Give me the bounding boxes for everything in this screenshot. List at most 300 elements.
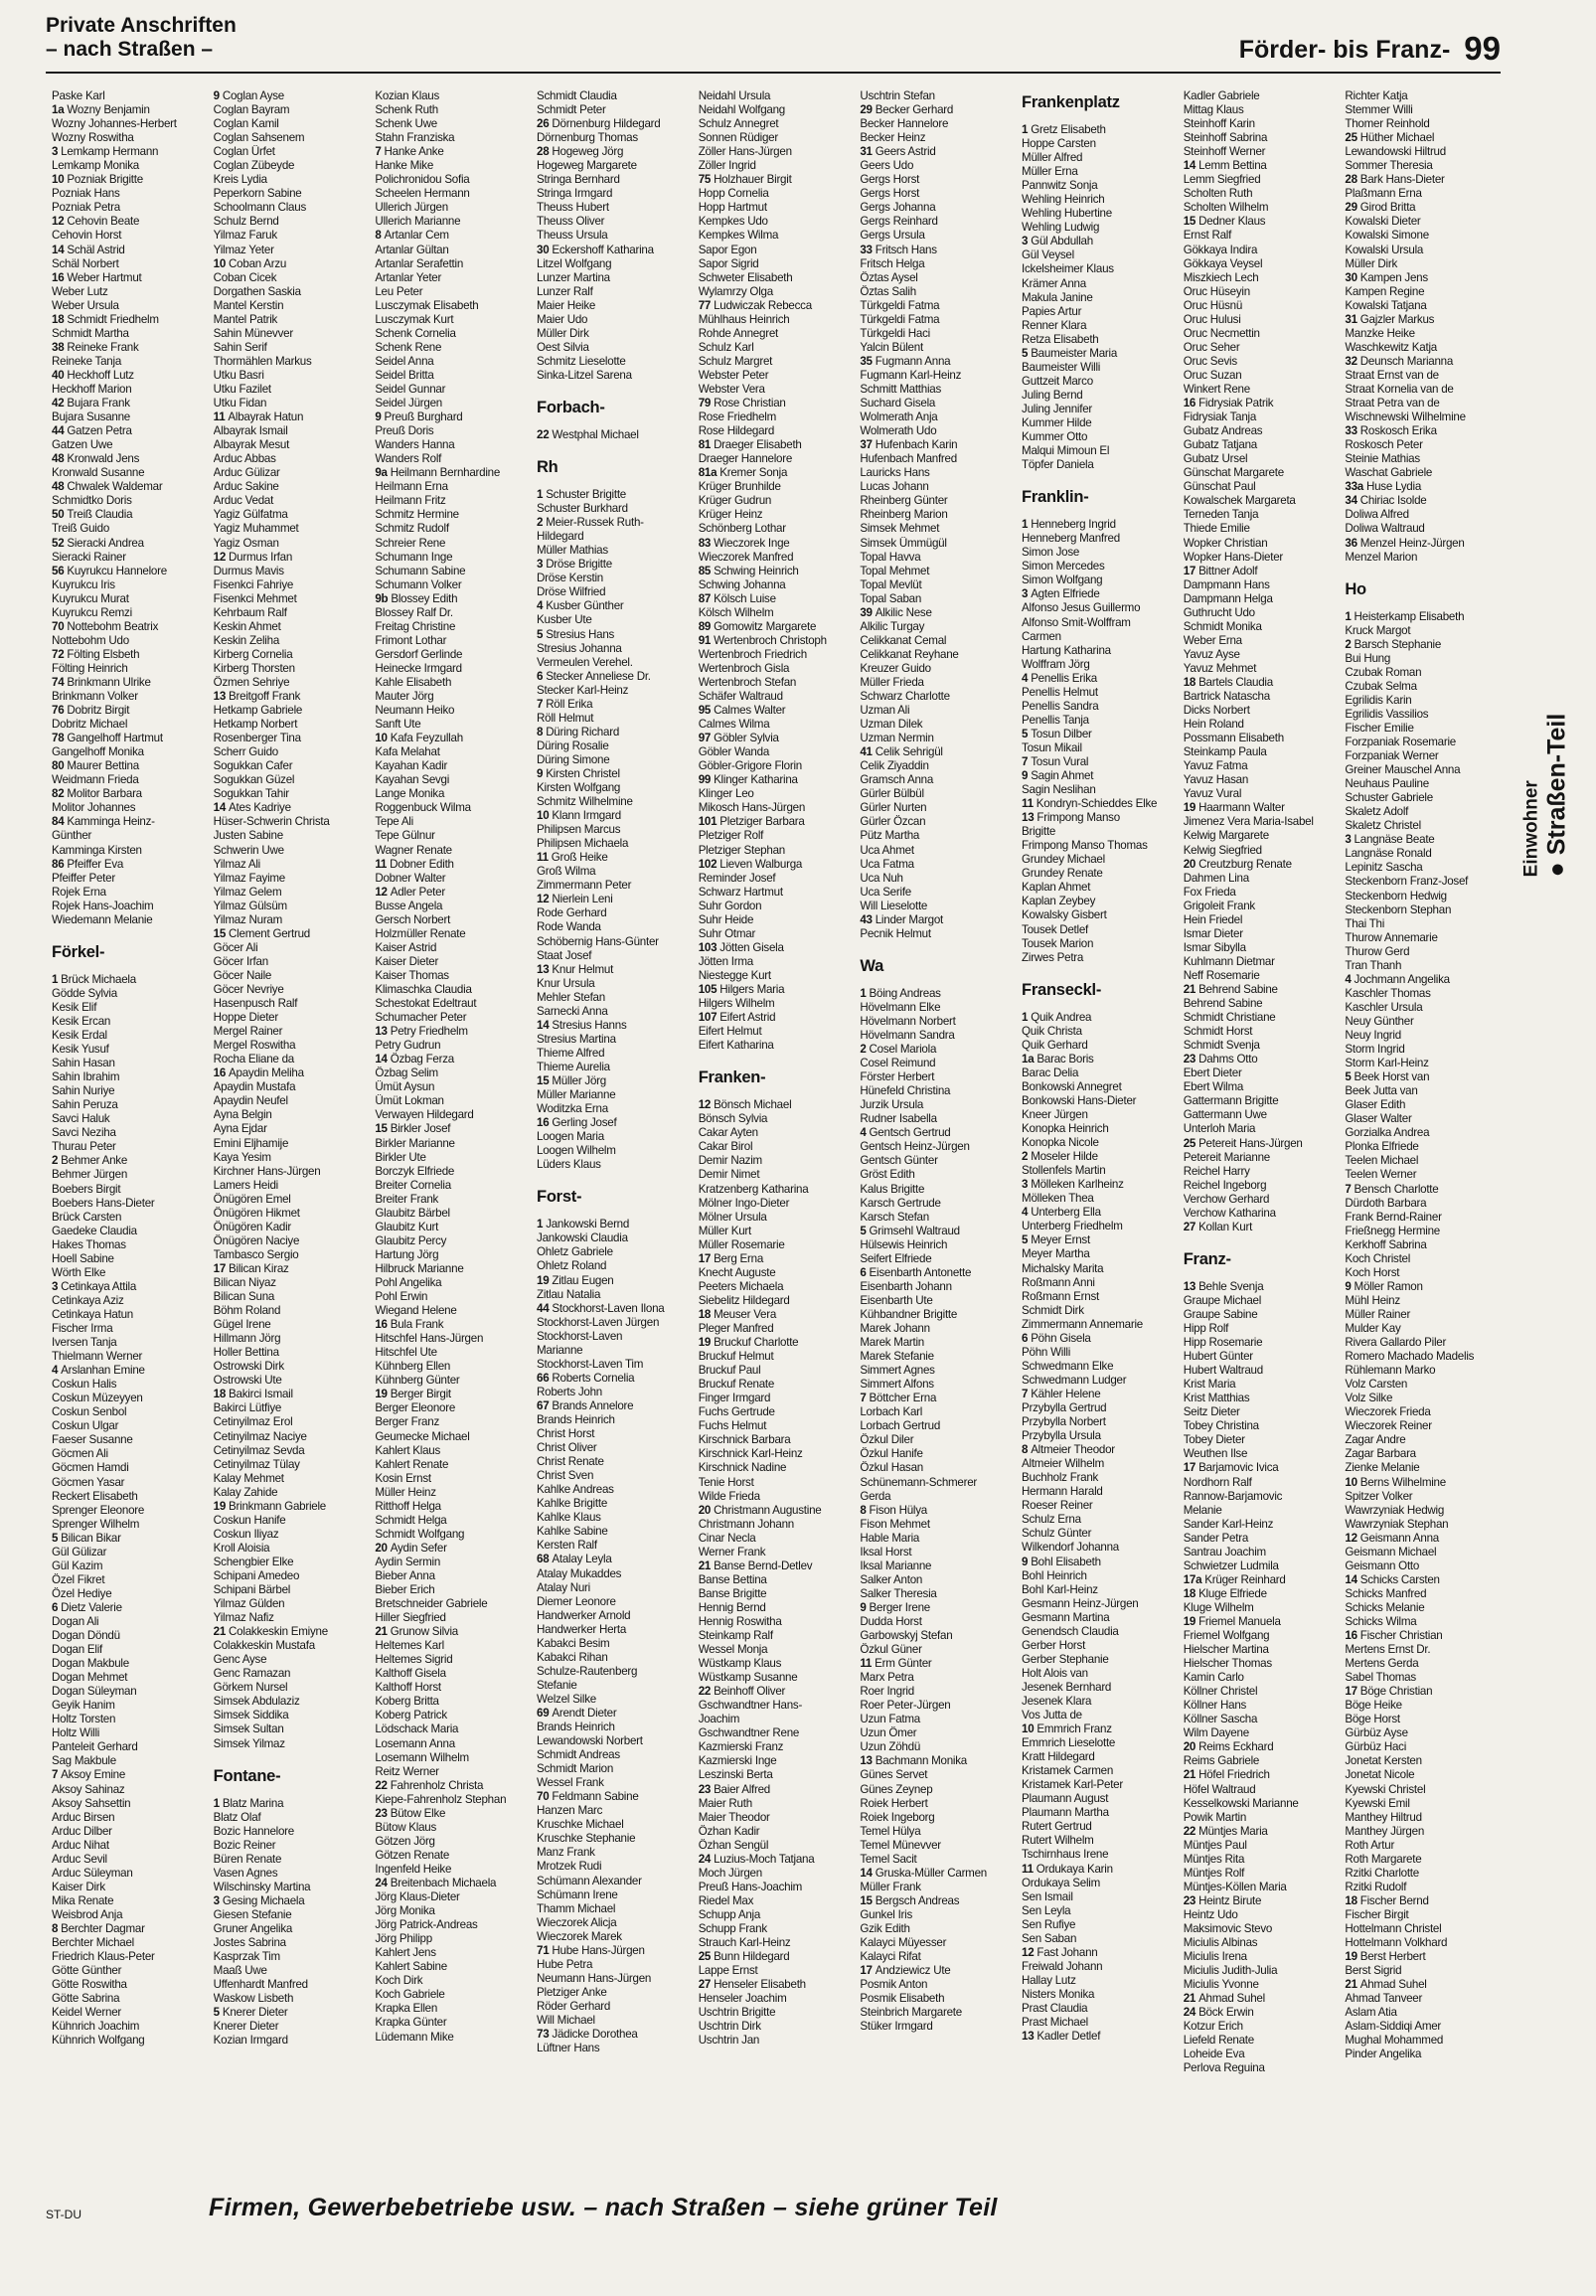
resident-entry [699, 620, 849, 634]
resident-name: Heilmann Erna [375, 480, 448, 494]
resident-name: Niestegge Kurt [698, 968, 771, 982]
resident-name: Durmus Mavis [213, 564, 284, 577]
resident-entry [537, 795, 687, 809]
house-number: 23 [375, 1806, 391, 1820]
resident-entry [1184, 480, 1334, 494]
resident-name: Tepe Gülnur [375, 829, 435, 843]
resident-entry [537, 977, 687, 991]
resident-entry [699, 844, 849, 858]
resident-name: Volz Carsten [1345, 1378, 1408, 1392]
resident-entry [537, 1875, 687, 1888]
resident-entry [860, 159, 1010, 173]
resident-name: Kahlert Sabine [375, 1960, 447, 1974]
resident-entry [699, 1783, 849, 1797]
resident-entry [214, 1262, 364, 1276]
resident-entry [1184, 494, 1334, 508]
resident-name: Uzman Dilek [860, 718, 923, 732]
resident-entry [375, 718, 525, 732]
resident-entry [537, 1274, 687, 1288]
resident-name: Schmidtko Doris [52, 494, 132, 508]
house-number: 21 [1183, 1992, 1199, 2006]
resident-name: Kruschke Michael [537, 1818, 624, 1832]
resident-name: Savci Haluk [52, 1112, 110, 1126]
resident-name: Röll Erika [546, 697, 593, 711]
resident-entry [1022, 1360, 1172, 1374]
resident-name: Gerling Josef [552, 1116, 617, 1130]
resident-name: Mantel Patrik [213, 312, 278, 326]
resident-entry [375, 648, 525, 662]
resident-entry [860, 1084, 1010, 1098]
resident-entry [860, 620, 1010, 634]
resident-entry [375, 1611, 525, 1625]
resident-name: Böge Horst [1345, 1713, 1400, 1726]
resident-entry [860, 1211, 1010, 1225]
resident-name: Coban Arzu [229, 256, 287, 270]
resident-name: Plonka Elfriede [1345, 1140, 1419, 1154]
house-number: 20 [1183, 857, 1199, 871]
resident-name: Müller Frieda [860, 675, 924, 689]
resident-entry [52, 578, 202, 592]
street-heading: Franken- [698, 1068, 766, 1087]
resident-name: Romero Machado Madelis [1345, 1350, 1475, 1364]
resident-name: Celikkanat Reyhane [860, 647, 959, 661]
resident-entry [1184, 676, 1334, 690]
resident-entry [860, 1587, 1010, 1601]
resident-name: Gül Abdullah [1031, 235, 1093, 248]
resident-entry [214, 1722, 364, 1736]
resident-name: Müntjes Rolf [1183, 1866, 1245, 1880]
resident-name: Borczyk Elfriede [375, 1164, 455, 1178]
resident-entry [1022, 1290, 1172, 1304]
resident-entry [52, 201, 202, 215]
resident-name: Bruckuf Renate [698, 1378, 775, 1392]
resident-name: Rivera Gallardo Piler [1345, 1336, 1447, 1350]
resident-name: Lucas Johann [860, 480, 929, 494]
resident-entry [52, 1936, 202, 1950]
resident-entry [537, 599, 687, 613]
resident-name: Celik Sehrigül [875, 745, 943, 759]
resident-name: Oruc Necmettin [1183, 326, 1260, 340]
resident-name: Manthey Jürgen [1345, 1824, 1425, 1838]
resident-name: Lange Monika [375, 787, 445, 801]
resident-name: Özkul Hanife [860, 1447, 923, 1461]
house-number: 15 [375, 1122, 391, 1136]
resident-entry [699, 1685, 849, 1699]
resident-name: Glaubitz Kurt [375, 1220, 439, 1233]
resident-name: Uzun Ömer [860, 1726, 917, 1740]
resident-entry [1184, 1308, 1334, 1322]
street-heading: Forst- [537, 1188, 582, 1207]
resident-entry [860, 1029, 1010, 1043]
resident-name: Wozny Roswitha [52, 131, 134, 145]
resident-entry [699, 1629, 849, 1643]
resident-name: Roth Margarete [1345, 1852, 1422, 1866]
resident-name: Hanke Mike [375, 159, 434, 173]
resident-entry [1022, 755, 1172, 769]
resident-entry [52, 1726, 202, 1740]
resident-entry [699, 606, 849, 620]
resident-entry [52, 718, 202, 732]
resident-name: Gubatz Andreas [1183, 424, 1263, 438]
resident-entry [1022, 2016, 1172, 2030]
resident-entry [375, 285, 525, 299]
house-number: 103 [698, 940, 720, 954]
resident-entry [1184, 1294, 1334, 1308]
side-tab [1503, 616, 1590, 974]
resident-name: Berg Erna [714, 1251, 764, 1265]
resident-entry [699, 355, 849, 369]
resident-entry [375, 1863, 525, 1877]
resident-entry [52, 522, 202, 536]
house-number: 5 [1022, 1233, 1032, 1247]
resident-name: Kirschnick Barbara [698, 1433, 791, 1447]
resident-entry [1022, 908, 1172, 922]
house-number: 4 [860, 1126, 870, 1140]
resident-name: Agten Elfriede [1031, 587, 1100, 601]
resident-entry [52, 913, 202, 927]
resident-name: Blatz Olaf [213, 1810, 261, 1824]
resident-entry [214, 815, 364, 829]
resident-name: Plaßmann Erna [1345, 187, 1422, 201]
resident-entry [214, 662, 364, 676]
resident-name: Loogen Maria [537, 1130, 604, 1144]
resident-entry [1184, 1657, 1334, 1671]
resident-name: Breiter Frank [375, 1192, 439, 1206]
resident-entry [375, 313, 525, 327]
resident-name: Schulze-Rautenberg [537, 1664, 638, 1678]
resident-entry [1345, 1419, 1495, 1433]
resident-name: Siebelitz Hildegard [698, 1293, 790, 1307]
resident-name: Neff Rosemarie [1183, 968, 1260, 982]
resident-name: Dampmann Helga [1183, 591, 1273, 605]
resident-entry [1345, 1378, 1495, 1392]
resident-entry [1022, 1262, 1172, 1276]
resident-name: Kühnrich Wolfgang [52, 2034, 145, 2048]
house-number: 5 [213, 2006, 223, 2020]
resident-entry [214, 1569, 364, 1583]
resident-name: Koberg Britta [375, 1695, 439, 1709]
resident-name: Emmrich Franz [1037, 1722, 1112, 1736]
resident-name: Schmitz Rudolf [375, 522, 449, 536]
resident-name: Lüftner Hans [537, 2042, 600, 2055]
resident-name: Preuß Burghard [384, 410, 463, 424]
resident-entry [699, 1671, 849, 1685]
resident-name: Weber Hartmut [67, 270, 142, 284]
resident-entry [537, 1832, 687, 1846]
resident-name: Becker Heinz [860, 131, 926, 145]
house-number: 19 [537, 1273, 553, 1287]
resident-entry [1184, 1419, 1334, 1433]
resident-entry [214, 1853, 364, 1867]
resident-entry [1345, 424, 1495, 438]
resident-name: Zirwes Petra [1022, 950, 1084, 964]
resident-entry [214, 578, 364, 592]
resident-name: Kummer Hilde [1022, 415, 1092, 429]
resident-name: Losemann Anna [375, 1736, 455, 1750]
resident-entry [214, 606, 364, 620]
resident-name: Müller Heinz [375, 1485, 436, 1499]
resident-entry [699, 1308, 849, 1322]
resident-name: Kosin Ernst [375, 1471, 431, 1485]
resident-name: Celik Ziyaddin [860, 759, 929, 773]
resident-entry [537, 1511, 687, 1525]
resident-entry [214, 844, 364, 858]
resident-entry [860, 1266, 1010, 1280]
resident-name: Steinkamp Paula [1183, 745, 1267, 759]
resident-name: Kehrbaum Ralf [213, 605, 287, 619]
resident-name: Stockhorst-Laven Jürgen [537, 1315, 660, 1329]
resident-entry [1022, 1890, 1172, 1904]
resident-entry [1345, 1699, 1495, 1713]
page-header [46, 10, 1501, 74]
resident-name: Preuß Hans-Joachim [698, 1880, 803, 1893]
resident-name: Wolmerath Anja [860, 410, 938, 424]
resident-entry [52, 313, 202, 327]
resident-name: Banse Bernd-Detlev [714, 1558, 813, 1572]
resident-entry [860, 773, 1010, 787]
resident-entry [1184, 704, 1334, 718]
house-number: 29 [860, 103, 876, 117]
house-number: 102 [698, 857, 720, 871]
resident-name: Alkilic Nese [875, 605, 932, 619]
house-number: 3 [1345, 833, 1355, 847]
resident-entry [52, 565, 202, 578]
resident-entry [375, 1974, 525, 1988]
resident-name: Schümann Irene [537, 1887, 618, 1901]
resident-name: Marx Petra [860, 1671, 914, 1685]
resident-name: Friedrich Klaus-Peter [52, 1950, 155, 1964]
house-number: 1a [52, 103, 68, 117]
resident-entry [214, 1332, 364, 1346]
resident-name: Henseler Elisabeth [714, 1978, 806, 1992]
resident-entry [375, 1151, 525, 1165]
resident-name: Bujara Susanne [52, 410, 131, 424]
street-heading: Franz- [1183, 1249, 1231, 1268]
resident-name: Wieczorek Manfred [698, 550, 794, 564]
resident-name: Petereit Marianne [1183, 1150, 1270, 1164]
resident-name: Barjamovic Ivica [1198, 1461, 1279, 1475]
resident-entry [699, 1504, 849, 1518]
resident-entry [699, 648, 849, 662]
resident-name: Türkgeldi Fatma [860, 312, 940, 326]
resident-entry [860, 1894, 1010, 1908]
house-number: 17 [698, 1251, 715, 1265]
resident-entry [860, 1797, 1010, 1811]
house-number: 12 [52, 215, 68, 229]
resident-entry [214, 1388, 364, 1401]
resident-name: Behrend Sabine [1198, 983, 1278, 996]
resident-entry [1345, 973, 1495, 987]
resident-entry [1022, 1736, 1172, 1750]
house-number: 19 [1345, 1950, 1360, 1964]
resident-name: Wieczorek Marek [537, 1929, 622, 1943]
resident-name: Nierlein Leni [552, 893, 613, 906]
resident-entry [52, 494, 202, 508]
house-number: 10 [1345, 1475, 1360, 1489]
resident-entry [699, 1615, 849, 1629]
resident-name: Klimaschka Claudia [375, 983, 472, 996]
resident-entry [1022, 1164, 1172, 1178]
resident-name: Handwerker Herta [537, 1622, 627, 1636]
resident-name: Stemmer Willi [1345, 103, 1413, 117]
resident-entry [1022, 1346, 1172, 1360]
resident-name: Mulder Kay [1345, 1321, 1401, 1335]
resident-name: Marek Martin [860, 1336, 925, 1350]
resident-name: Fugmann Karl-Heinz [860, 368, 962, 382]
resident-entry [860, 131, 1010, 145]
resident-name: Gül Kazim [52, 1558, 103, 1572]
resident-entry [52, 1057, 202, 1070]
resident-name: Meyer Ernst [1031, 1233, 1090, 1247]
section-title-line2: – nach Straßen – [46, 38, 214, 61]
resident-name: Bieber Erich [375, 1583, 435, 1597]
resident-entry [537, 1455, 687, 1469]
resident-name: Genc Ramazan [213, 1667, 291, 1681]
resident-entry [860, 1126, 1010, 1140]
resident-entry [699, 1433, 849, 1447]
resident-entry [1184, 1643, 1334, 1657]
resident-name: Reineke Frank [67, 340, 139, 354]
resident-entry [1022, 1080, 1172, 1094]
resident-entry [214, 745, 364, 759]
resident-entry [537, 544, 687, 558]
resident-entry [1022, 839, 1172, 853]
resident-name: Ullerich Jürgen [375, 201, 448, 215]
resident-name: Kesselkowski Marianne [1183, 1796, 1299, 1810]
resident-name: Sander Karl-Heinz [1183, 1517, 1274, 1531]
resident-entry [860, 829, 1010, 843]
resident-name: Kirsten Wolfgang [537, 781, 621, 795]
resident-entry [52, 844, 202, 858]
resident-name: Henseler Joachim [698, 1992, 787, 2006]
resident-entry [537, 1734, 687, 1748]
resident-entry [1184, 858, 1334, 872]
resident-entry [214, 886, 364, 900]
resident-entry [375, 913, 525, 927]
resident-entry [1022, 518, 1172, 532]
resident-name: Krüger Heinz [698, 508, 763, 522]
resident-name: Calmes Wilma [698, 718, 770, 732]
resident-name: Cetinyilmaz Erol [213, 1415, 293, 1429]
resident-entry [1345, 708, 1495, 722]
resident-name: Baier Alfred [714, 1782, 770, 1796]
resident-entry [214, 648, 364, 662]
resident-name: Kirberg Thorsten [213, 661, 295, 675]
resident-name: Gaedeke Claudia [52, 1224, 137, 1237]
house-number: 1 [537, 488, 547, 502]
resident-name: Jankowski Claudia [537, 1231, 628, 1245]
resident-name: Weisbrod Anja [52, 1907, 123, 1921]
resident-name: Egrilidis Vassilios [1345, 707, 1429, 721]
resident-entry [537, 488, 687, 502]
resident-name: Roeser Reiner [1022, 1499, 1093, 1513]
resident-name: Gergs Reinhard [860, 215, 938, 229]
house-number: 8 [1022, 1443, 1032, 1457]
resident-entry [52, 634, 202, 648]
resident-name: Graupe Sabine [1183, 1307, 1258, 1321]
resident-name: Keskin Zeliha [213, 633, 280, 647]
resident-entry [1022, 1863, 1172, 1877]
resident-name: Keidel Werner [52, 2006, 121, 2020]
resident-entry [1022, 867, 1172, 881]
resident-name: Heltemes Sigrid [375, 1653, 453, 1667]
resident-entry [1184, 1546, 1334, 1559]
resident-entry [537, 2028, 687, 2042]
resident-entry [52, 1992, 202, 2006]
house-number: 13 [1183, 1279, 1199, 1293]
resident-entry [1345, 777, 1495, 791]
house-number: 18 [698, 1307, 715, 1321]
resident-name: Vasen Agnes [213, 1866, 278, 1880]
resident-entry [699, 1643, 849, 1657]
resident-entry [860, 1322, 1010, 1336]
resident-entry [375, 397, 525, 410]
resident-name: Nordhorn Ralf [1183, 1475, 1252, 1489]
resident-entry [1345, 1350, 1495, 1364]
resident-entry [214, 565, 364, 578]
house-number: 30 [537, 243, 553, 256]
resident-name: Przybylla Gertrud [1022, 1400, 1107, 1414]
resident-entry [860, 1978, 1010, 1992]
resident-name: Rheinberg Marion [860, 508, 948, 522]
resident-name: Gramsch Anna [860, 773, 934, 787]
resident-name: Waskow Lisbeth [213, 1992, 294, 2006]
resident-name: Jörg Monika [375, 1904, 435, 1918]
resident-name: Kreuzer Guido [860, 661, 931, 675]
resident-name: Feldmann Sabine [552, 1790, 639, 1804]
resident-name: Rannow-Barjamovic [1183, 1489, 1283, 1503]
resident-name: Moseler Hilde [1031, 1150, 1098, 1164]
resident-entry [1345, 355, 1495, 369]
resident-name: Lemm Bettina [1198, 159, 1267, 173]
resident-entry [375, 745, 525, 759]
resident-name: Wertenbroch Stefan [698, 675, 797, 689]
resident-entry [1345, 1922, 1495, 1936]
house-number: 28 [537, 145, 553, 159]
resident-entry [537, 1707, 687, 1721]
resident-name: Hube Hans-Jürgen [552, 1943, 645, 1957]
resident-entry [699, 1825, 849, 1839]
resident-name: Kratzenberg Katharina [698, 1182, 809, 1196]
resident-entry [1345, 1559, 1495, 1573]
resident-entry [214, 327, 364, 341]
resident-name: Dampmann Hans [1183, 577, 1270, 591]
resident-entry [375, 1011, 525, 1025]
house-number: 22 [1183, 1824, 1199, 1838]
resident-name: Apaydin Mustafa [213, 1080, 296, 1094]
resident-name: Sen Saban [1022, 1931, 1077, 1945]
resident-entry [537, 1776, 687, 1790]
resident-name: Topal Mehmet [860, 564, 930, 577]
resident-entry [1345, 1518, 1495, 1532]
resident-name: Menzel Heinz-Jürgen [1359, 536, 1465, 550]
resident-entry [699, 1336, 849, 1350]
resident-entry [214, 1122, 364, 1136]
resident-name: Greiner Mauschel Anna [1345, 763, 1461, 777]
resident-entry [1184, 662, 1334, 676]
resident-name: Cetinkaya Attila [61, 1279, 137, 1293]
resident-entry [52, 1322, 202, 1336]
resident-name: Atalay Nuri [537, 1580, 590, 1594]
resident-name: Berchter Michael [52, 1936, 134, 1950]
resident-entry [860, 173, 1010, 187]
resident-entry [1022, 1667, 1172, 1681]
resident-entry [537, 1609, 687, 1623]
resident-entry [214, 1839, 364, 1853]
house-number: 20 [1183, 1740, 1199, 1754]
resident-name: Kerkhoff Sabrina [1345, 1237, 1427, 1251]
resident-name: Chwalek Waldemar [67, 480, 163, 494]
